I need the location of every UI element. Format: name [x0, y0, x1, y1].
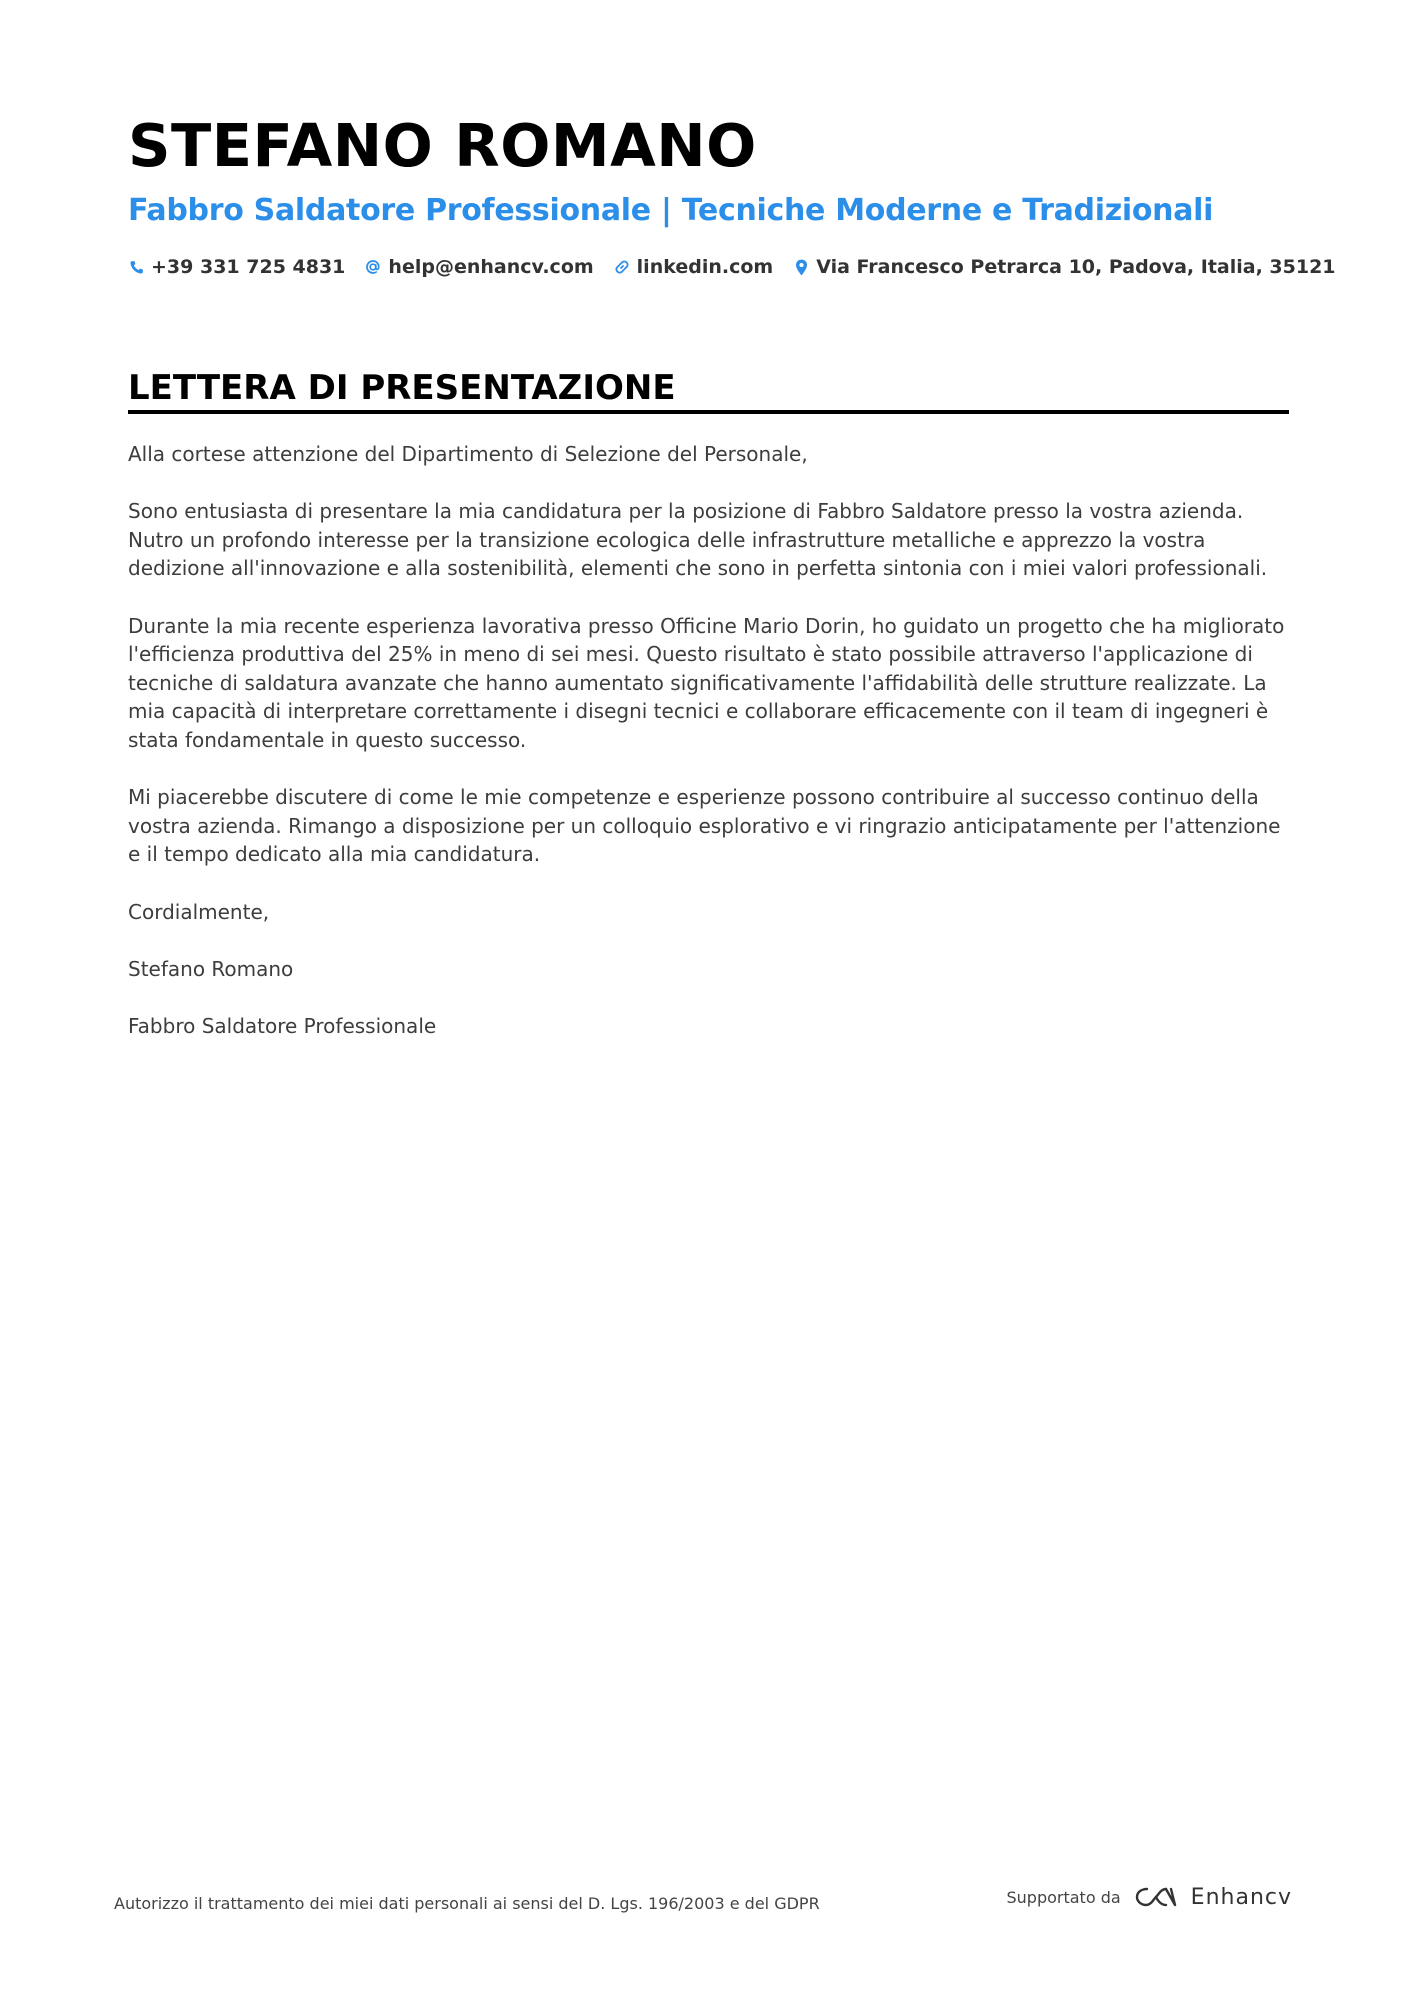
contact-email[interactable]	[365, 253, 593, 281]
contact-email-text[interactable]: help@enhancv.com	[388, 256, 594, 278]
at-icon	[365, 257, 381, 277]
contact-address	[793, 253, 1335, 281]
enhancv-brand-name: Enhancv	[1190, 1884, 1292, 1910]
enhancv-logo-icon	[1133, 1884, 1179, 1910]
letter-closing: Cordialmente,	[128, 899, 270, 924]
contact-linkedin[interactable]	[614, 253, 774, 281]
letter-paragraph: Sono entusiasta di presentare la mia candidatura per la posizione di Fabbro Saldatore presso la vostra azienda. Nutro un profondo interesse per la transizione ecologica delle infrastrutture metalliche e apprezzo la vostra dedizione all'innovazione e alla sostenibilità, elementi che sono in perfetta sintonia con i miei valori professionali.	[128, 499, 1268, 581]
job-title: Fabbro Saldatore Professionale | Tecniche Moderne e Tradizionali	[128, 193, 1214, 228]
section-divider	[128, 410, 1289, 414]
location-pin-icon	[793, 257, 809, 277]
letter-paragraph: Durante la mia recente esperienza lavorativa presso Officine Mario Dorin, ho guidato un progetto che ha migliorato l'efficienza produttiva del 25% in meno di sei mesi. Questo risultato è stato possibile attraverso l'applicazione di tecniche di saldatura avanzate che hanno aumentato significativamente l'affidabilità delle strutture realizzate. La mia capacità di interpretare correttamente i disegni tecnici e collaborare efficacemente con il team di ingegneri è stata fondamentale in questo successo.	[128, 613, 1285, 752]
section-title: LETTERA DI PRESENTAZIONE	[128, 368, 676, 408]
contact-phone	[128, 253, 345, 281]
link-icon	[614, 257, 630, 277]
signature-name: Stefano Romano	[128, 956, 294, 981]
contact-bar	[128, 253, 1356, 281]
signature-title: Fabbro Saldatore Professionale	[128, 1013, 437, 1038]
supported-by-label: Supportato da	[1006, 1887, 1121, 1907]
letter-paragraph: Mi piacerebbe discutere di come le mie competenze e esperienze possono contribuire al successo continuo della vostra azienda. Rimango a disposizione per un colloquio esplorativo e vi ringrazio anticipatamente per l'attenzione e il tempo dedicato alla mia candidatura.	[128, 785, 1281, 867]
contact-phone-text: +39 331 725 4831	[151, 256, 346, 278]
applicant-name: STEFANO ROMANO	[128, 111, 757, 180]
contact-linkedin-text[interactable]: linkedin.com	[636, 256, 774, 278]
phone-icon	[128, 257, 144, 277]
powered-by[interactable]	[1007, 1884, 1293, 1910]
letter-greeting: Alla cortese attenzione del Dipartimento di Selezione del Personale,	[128, 442, 808, 466]
privacy-consent-note: Autorizzo il trattamento dei miei dati personali ai sensi del D. Lgs. 196/2003 e del GDPR	[114, 1894, 820, 1913]
letter-body	[128, 440, 1293, 1069]
contact-address-text: Via Francesco Petrarca 10, Padova, Italia, 35121	[816, 256, 1336, 278]
